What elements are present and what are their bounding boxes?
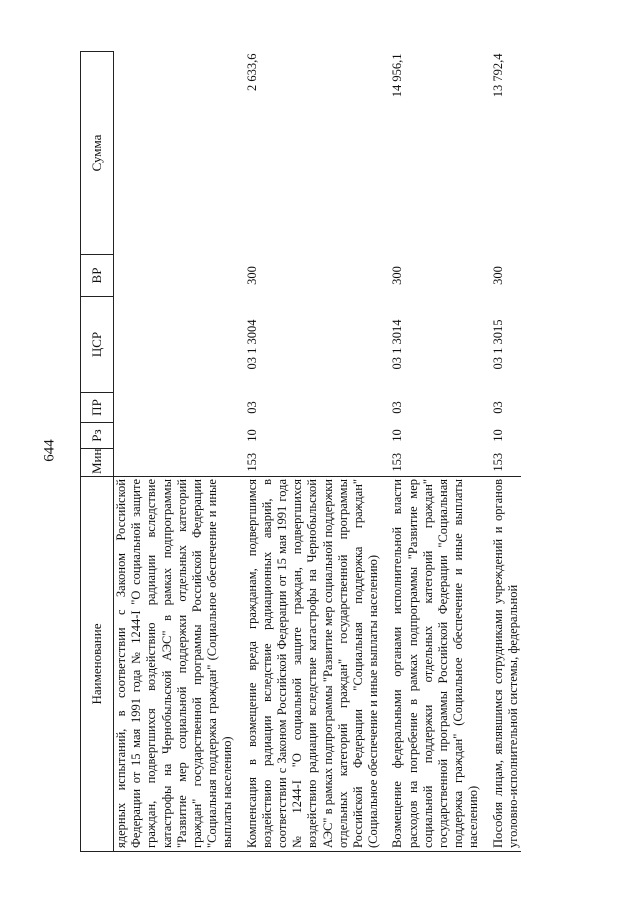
- row-vr: 300: [244, 266, 259, 285]
- header-sum: Сумма: [81, 52, 114, 255]
- header-min: Мин: [81, 449, 114, 477]
- table-row: [482, 52, 521, 852]
- header-pr: ПР: [81, 393, 114, 423]
- row-csr: 03 1 3004: [244, 319, 259, 370]
- row-min: 153: [490, 452, 505, 472]
- row-min: 153: [390, 452, 405, 472]
- row-csr: 03 1 3015: [490, 319, 505, 370]
- row-pr: 03: [490, 401, 505, 414]
- row-rz: 10: [390, 429, 405, 442]
- row-rz: 10: [244, 429, 259, 442]
- row-vr: 300: [390, 266, 405, 285]
- row-sum: 13 792,4: [490, 53, 505, 98]
- row-vr: 300: [490, 266, 505, 285]
- table-row: [381, 52, 481, 852]
- header-vr: ВР: [81, 255, 114, 297]
- header-csr: ЦСР: [81, 297, 114, 393]
- row-min: [114, 449, 236, 477]
- row-csr: [114, 297, 236, 393]
- budget-table-page: [80, 52, 620, 852]
- table-row: [236, 52, 382, 852]
- row-sum: 2 633,6: [244, 53, 259, 91]
- row-csr: 03 1 3014: [390, 319, 405, 370]
- row-pr: 03: [390, 401, 405, 414]
- row-min: 153: [244, 452, 259, 472]
- row-sum: 14 956,1: [390, 53, 405, 98]
- budget-table: [80, 51, 521, 852]
- row-sum: [114, 52, 236, 255]
- row-pr: [114, 393, 236, 423]
- row-vr: [114, 255, 236, 297]
- row-rz: [114, 423, 236, 449]
- row-rz: 10: [490, 429, 505, 442]
- row-name: Возмещение федеральными органами исполнительной власти расходов на погребение в рамках подпрограммы "Развитие мер социальной поддержки отдельных категорий граждан" государственной программы Российской Федерации "Социальная поддержка граждан" (Социальное обеспечение и иные выплаты населению): [381, 477, 481, 852]
- row-pr: 03: [244, 401, 259, 414]
- row-name: Компенсация в возмещение вреда гражданам, подвергшимся воздействию радиации вследствие радиационных аварий, в соответствии с Законом Российской Федерации от 15 мая 1991 года № 1244-I "О социальной защите граждан, подвергшихся воздействию радиации вследствие катастрофы на Чернобыльской АЭС" в рамках подпрограммы "Развитие мер социальной поддержки отдельных категорий граждан" государственной программы Российской Федерации "Социальная поддержка граждан" (Социальное обеспечение и иные выплаты населению): [236, 477, 382, 852]
- row-name: ядерных испытаний, в соответствии с Законом Российской Федерации от 15 мая 1991 года № 1244-I "О социальной защите граждан, подвергшихся воздействию радиации вследствие катастрофы на Чернобыльской АЭС" в рамках подпрограммы "Развитие мер социальной поддержки отдельных категорий граждан" государственной программы Российской Федерации "Социальная поддержка граждан" (Социальное обеспечение и иные выплаты населению): [114, 477, 236, 852]
- page-number: 644: [41, 439, 58, 462]
- table-body: [114, 52, 522, 852]
- table-row: [114, 52, 236, 852]
- header-rz: Рз: [81, 423, 114, 449]
- table-header: [81, 52, 114, 852]
- row-name: Пособия лицам, являвшимся сотрудниками учреждений и органов уголовно-исполнительной системы, федеральной: [482, 477, 521, 852]
- header-name: Наименование: [81, 477, 114, 852]
